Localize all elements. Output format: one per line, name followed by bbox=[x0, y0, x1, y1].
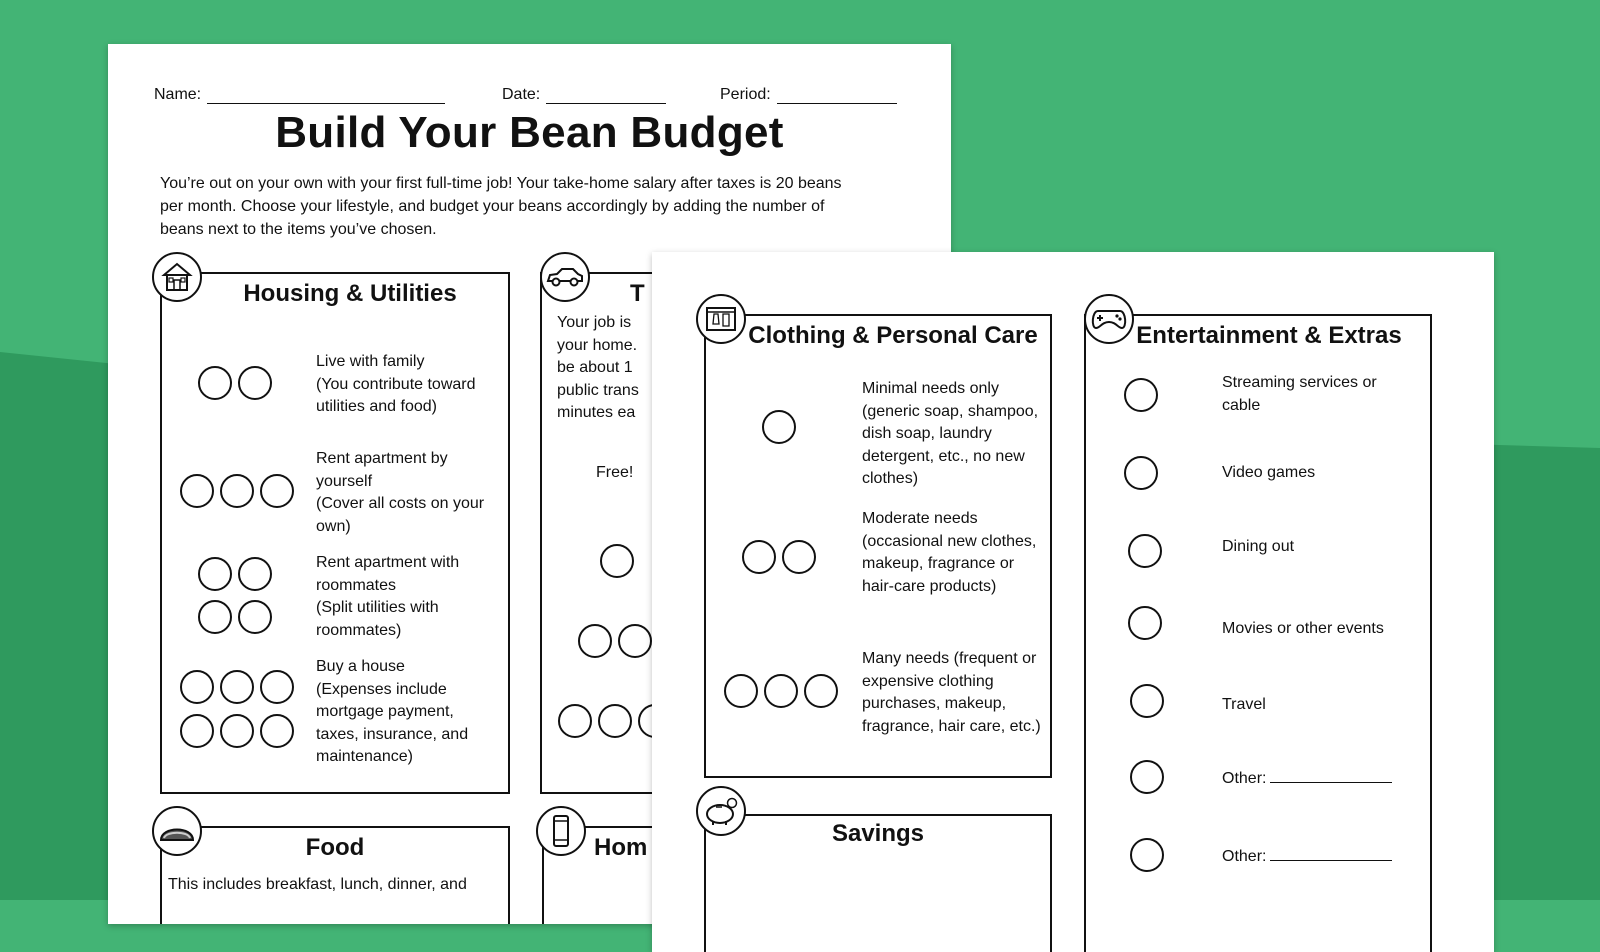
bean-circle[interactable] bbox=[1128, 534, 1162, 568]
entertainment-item-movies: Movies or other events bbox=[1222, 620, 1384, 637]
clothing-icon bbox=[696, 294, 746, 344]
housing-title: Housing & Utilities bbox=[243, 280, 457, 307]
bean-circle[interactable] bbox=[742, 540, 776, 574]
name-label: Name: bbox=[154, 86, 202, 103]
bean-circle[interactable] bbox=[618, 624, 652, 658]
housing-item-rent-roommates: Rent apartment with roommates (Split utilities with roommates) bbox=[316, 554, 460, 639]
entertainment-item-other-2 bbox=[1222, 846, 1392, 869]
taco-icon bbox=[152, 806, 202, 856]
food-text: This includes breakfast, lunch, dinner, and bbox=[168, 876, 467, 893]
bean-circle[interactable] bbox=[238, 366, 272, 400]
car-icon bbox=[540, 252, 590, 302]
bean-circle[interactable] bbox=[220, 474, 254, 508]
bean-circle[interactable] bbox=[180, 474, 214, 508]
intro-paragraph: You’re out on your own with your first full-time job! Your take-home salary after taxes is 20 beans per month. Choose your lifestyle, and budget your beans accordingly by adding the number of beans next to the items you’ve chosen. bbox=[160, 175, 842, 238]
clothing-title: Clothing & Personal Care bbox=[748, 322, 1038, 349]
bean-circle[interactable] bbox=[260, 670, 294, 704]
bean-circle[interactable] bbox=[558, 704, 592, 738]
piggy-bank-icon bbox=[696, 786, 746, 836]
entertainment-section bbox=[1084, 314, 1432, 952]
entertainment-item-video-games: Video games bbox=[1222, 464, 1316, 481]
date-line bbox=[546, 89, 666, 104]
housing-section bbox=[160, 272, 510, 794]
entertainment-item-streaming: Streaming services or cable bbox=[1222, 374, 1377, 414]
date-label: Date: bbox=[502, 86, 541, 103]
page-title: Build Your Bean Budget bbox=[275, 108, 784, 157]
transportation-free-label: Free! bbox=[596, 464, 634, 481]
worksheet-page-2 bbox=[652, 252, 1494, 952]
bean-circle[interactable] bbox=[598, 704, 632, 738]
other-label: Other: bbox=[1222, 770, 1267, 787]
period-line bbox=[777, 89, 897, 104]
bean-circle[interactable] bbox=[180, 670, 214, 704]
bean-circle[interactable] bbox=[1130, 684, 1164, 718]
savings-title: Savings bbox=[831, 820, 925, 847]
food-title: Food bbox=[305, 834, 365, 861]
other-line[interactable] bbox=[1270, 769, 1392, 783]
bean-circle[interactable] bbox=[724, 674, 758, 708]
transportation-title: T bbox=[630, 280, 645, 307]
bean-circle[interactable] bbox=[762, 410, 796, 444]
bean-circle[interactable] bbox=[198, 557, 232, 591]
entertainment-item-travel: Travel bbox=[1222, 696, 1266, 713]
bean-circle[interactable] bbox=[220, 670, 254, 704]
name-line bbox=[207, 89, 445, 104]
transportation-text: Your job is your home. be about 1 public trans minutes ea bbox=[557, 314, 639, 421]
bean-circle[interactable] bbox=[782, 540, 816, 574]
food-section bbox=[160, 826, 510, 924]
savings-section bbox=[704, 814, 1052, 952]
name-field[interactable] bbox=[154, 86, 445, 104]
entertainment-item-other-1 bbox=[1222, 768, 1392, 791]
bean-circle[interactable] bbox=[1124, 378, 1158, 412]
bean-circle[interactable] bbox=[260, 714, 294, 748]
housing-item-buy-house: Buy a house (Expenses include mortgage payment, taxes, insurance, and maintenance) bbox=[316, 658, 469, 765]
bean-circle[interactable] bbox=[220, 714, 254, 748]
date-field[interactable] bbox=[502, 86, 666, 104]
clothing-item-many: Many needs (frequent or expensive clothing purchases, makeup, fragrance, hair care, etc.) bbox=[862, 650, 1041, 735]
bean-circle[interactable] bbox=[238, 600, 272, 634]
bean-circle[interactable] bbox=[1124, 456, 1158, 490]
entertainment-item-dining-out: Dining out bbox=[1222, 538, 1295, 555]
entertainment-title: Entertainment & Extras bbox=[1136, 322, 1402, 349]
bean-circle[interactable] bbox=[1130, 760, 1164, 794]
bean-circle[interactable] bbox=[1130, 838, 1164, 872]
home-phone-title: Hom bbox=[594, 834, 648, 861]
phone-icon bbox=[536, 806, 586, 856]
bean-circle[interactable] bbox=[238, 557, 272, 591]
bean-circle[interactable] bbox=[764, 674, 798, 708]
bean-circle[interactable] bbox=[180, 714, 214, 748]
clothing-section bbox=[704, 314, 1052, 778]
other-line[interactable] bbox=[1270, 847, 1392, 861]
housing-item-live-with-family: Live with family (You contribute toward utilities and food) bbox=[316, 353, 476, 415]
bean-circle[interactable] bbox=[198, 366, 232, 400]
clothing-item-moderate: Moderate needs (occasional new clothes, makeup, fragrance or hair-care products) bbox=[862, 510, 1037, 595]
bean-circle[interactable] bbox=[578, 624, 612, 658]
bean-circle[interactable] bbox=[260, 474, 294, 508]
housing-item-rent-alone: Rent apartment by yourself (Cover all costs on your own) bbox=[316, 450, 485, 535]
clothing-item-minimal: Minimal needs only (generic soap, shampoo, dish soap, laundry detergent, etc., no new clothes) bbox=[862, 380, 1039, 487]
bean-circle[interactable] bbox=[1128, 606, 1162, 640]
period-field[interactable] bbox=[720, 86, 897, 104]
period-label: Period: bbox=[720, 86, 771, 103]
bean-circle[interactable] bbox=[600, 544, 634, 578]
game-controller-icon bbox=[1084, 294, 1134, 344]
bean-circle[interactable] bbox=[804, 674, 838, 708]
house-icon bbox=[152, 252, 202, 302]
bean-circle[interactable] bbox=[198, 600, 232, 634]
other-label: Other: bbox=[1222, 848, 1267, 865]
